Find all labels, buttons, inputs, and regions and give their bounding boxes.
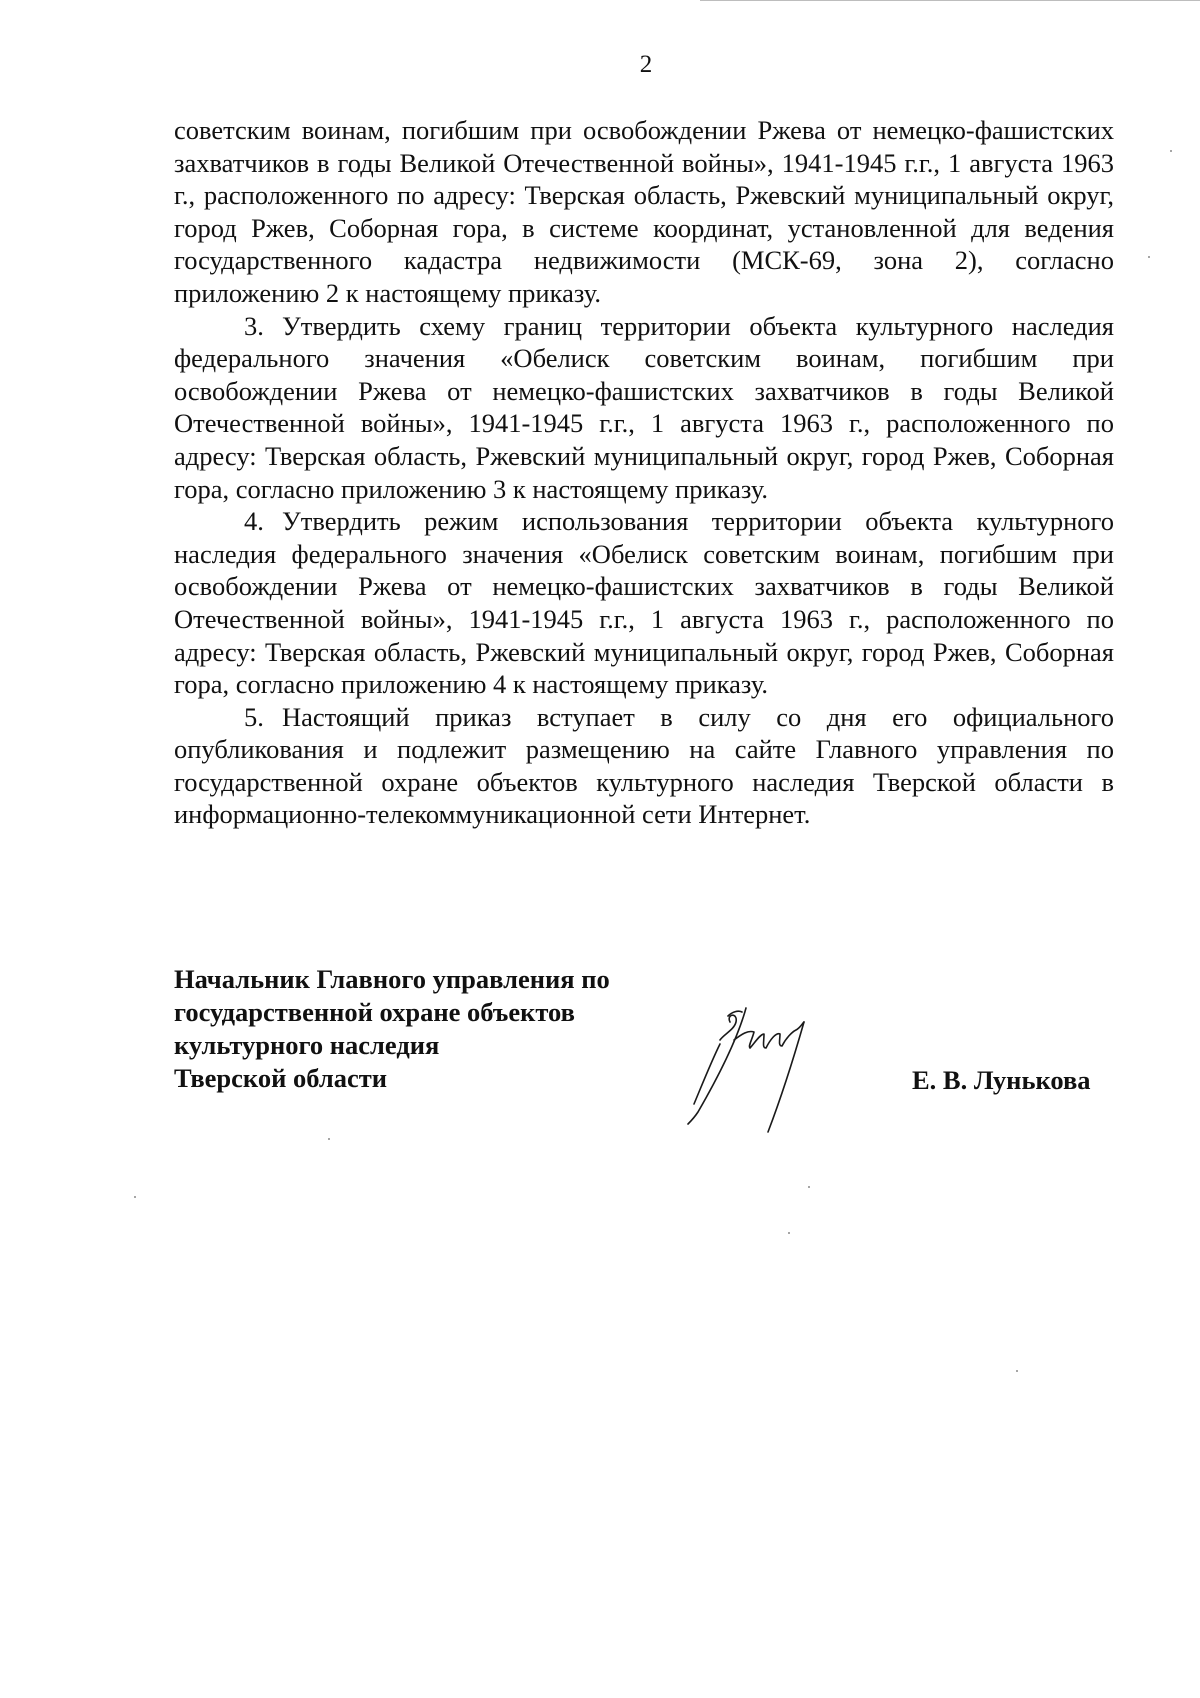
scan-speck (1016, 1370, 1018, 1372)
scan-edge-line (700, 0, 1200, 1)
page-number: 2 (639, 51, 653, 78)
signatory-position-line: культурного наследия (174, 1030, 440, 1060)
scan-speck (1148, 256, 1150, 258)
scan-speck (808, 1186, 810, 1188)
item-4-text: Утвердить режим использования территории объекта культурного наследия федерального значения «Обелиск советским воинам, погибшим при освобождении Ржева от немецко-фашистских захватчиков в годы Великой Отечественной войны», 1941-1945 г.г., 1 августа 1963 г., расположенного по адресу: Тверская область, Ржевский муниципальный округ, город Ржев, Соборная гора, согласно приложению 4 к настоящему приказу. (174, 506, 1114, 700)
signatory-position-line: Тверской области (174, 1063, 387, 1093)
scan-speck (134, 1196, 136, 1198)
item-3-text: Утвердить схему границ территории объекта культурного наследия федерального значения «Обелиск советским воинам, погибшим при освобождении Ржева от немецко-фашистских захватчиков в годы Великой Отечественной войны», 1941-1945 г.г., 1 августа 1963 г., расположенного по адресу: Тверская область, Ржевский муниципальный округ, город Ржев, Соборная гора, согласно приложению 3 к настоящему приказу. (174, 310, 1114, 504)
item-3-paragraph (174, 310, 1114, 506)
item-5-paragraph (174, 701, 1114, 831)
item-3-number: 3. (244, 310, 264, 341)
item-5-number: 5. (244, 701, 264, 732)
scan-speck (788, 1232, 790, 1234)
signatory-name: Е. В. Лунькова (912, 1065, 1091, 1095)
item-4-number: 4. (244, 506, 264, 537)
item-5-text: Настоящий приказ вступает в силу со дня его официального опубликования и подлежит размещению на сайте Главного управления по государственной охране объектов культурного наследия Тверской области в информационно-телекоммуникационной сети Интернет. (174, 701, 1114, 830)
signatory-position (174, 963, 694, 1095)
document-body (174, 114, 1114, 831)
scan-speck (328, 1138, 330, 1140)
signatory-position-line: государственной охране объектов (174, 997, 575, 1027)
scan-speck (1170, 150, 1172, 152)
item-4-paragraph (174, 505, 1114, 701)
handwritten-signature (668, 1000, 858, 1150)
signatory-position-line: Начальник Главного управления по (174, 964, 610, 994)
continuation-paragraph: советским воинам, погибшим при освобождении Ржева от немецко-фашистских захватчиков в годы Великой Отечественной войны», 1941-1945 г.г., 1 августа 1963 г., расположенного по адресу: Тверская область, Ржевский муниципальный округ, город Ржев, Соборная гора, в системе координат, установленной для ведения государственного кадастра недвижимости (МСК-69, зона 2), согласно приложению 2 к настоящему приказу. (174, 115, 1114, 308)
